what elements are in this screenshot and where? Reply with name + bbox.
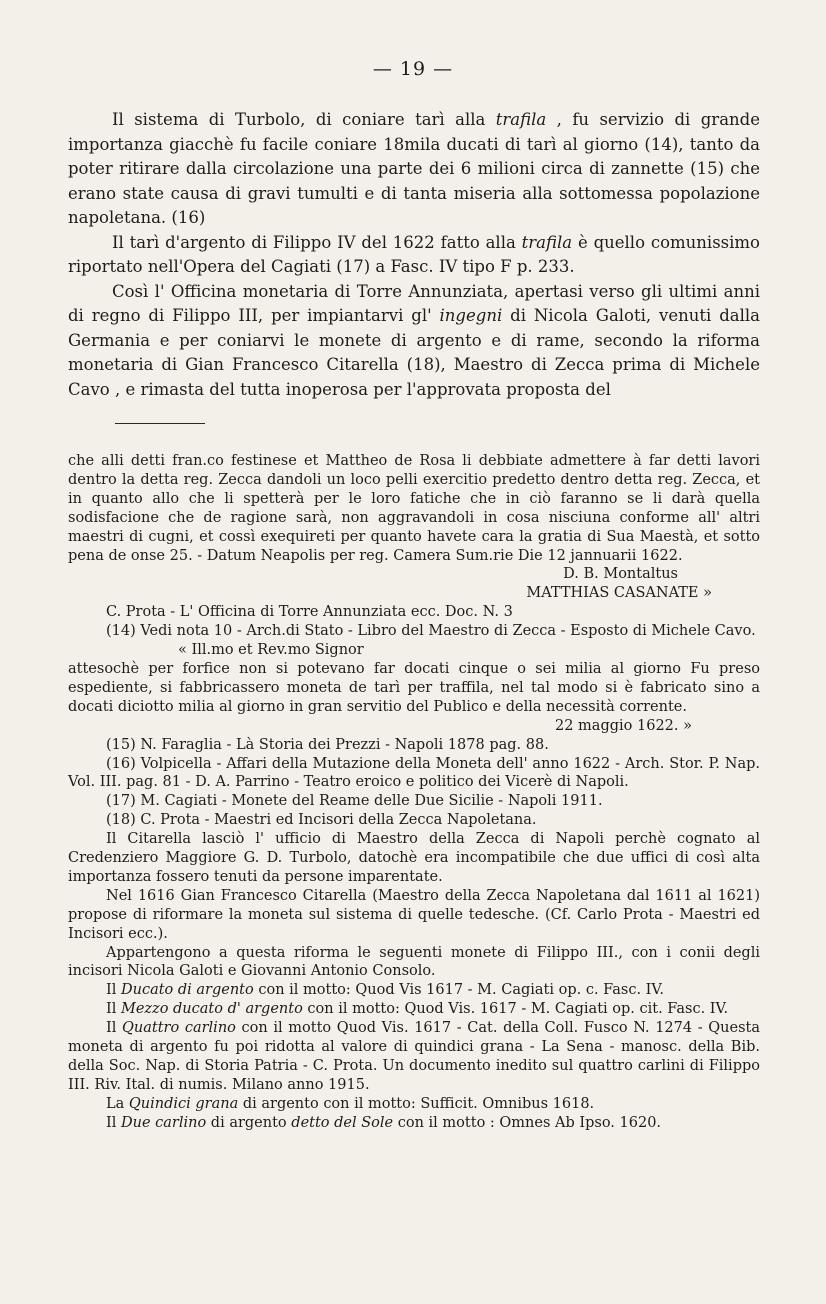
coin-mezzo-ducato (68, 1000, 760, 1019)
coin-name: Due carlino (120, 1114, 207, 1131)
footnote-separator (115, 423, 205, 424)
footnote-14: (14) Vedi nota 10 - Arch.di Stato - Libro del Maestro di Zecca - Esposto di Michele Cavo. (106, 623, 756, 640)
footnote-14-quote: attesochè per forfice non si potevano far docati cinque o sei milia al giorno Fu preso espediente, si fabbricassero moneta de tarì per traffila, nel tal modo si è fabricato sino a docati diciotto milia al giorno in gran servitio del Publico e della necessità corrente. (68, 660, 760, 715)
text-span: La (106, 1095, 129, 1112)
note-document-text: che alli detti fran.co festinese et Mattheo de Rosa li debbiate admettere à far detti lavori dentro la detta reg. Zecca dandoli un loco pelli exercitio predetto dentro detta reg. Zecca, et in quanto allo che li spetterà per le loro fatiche che in ciò faranno se li darà quella sodisfacione che de ragione sarà, non aggravandoli in cosa nisciuna conforme all' altri maestri di cugni, et cossì exequireti per quanto havete cara la gratia di Sua Maestà, et sotto pena de onse 25. - Datum Neapolis per reg. Camera Sum.rie Die 12 jannuarii 1622. (68, 453, 760, 564)
text-span: Il sistema di Turbolo, di coniare tarì alla (112, 110, 496, 129)
main-text (68, 108, 760, 402)
coin-quattro-carlino (68, 1019, 760, 1095)
text-span: , fu servizio di grande importanza giacchè fu facile coniare 18mila ducati di tarì al giorno (14), tanto da poter ritirare dalla circolazione una parte dei 6 milioni circa di zannette (15) che erano state causa di gravi tumulti e di tanta miseria alla sottomessa popolazione napoletana. (16) (68, 110, 760, 227)
footnote-18-monete: Appartengono a questa riforma le seguenti monete di Filippo III., con i conii degli incisori Nicola Galoti e Giovanni Antonio Consolo. (68, 944, 760, 980)
italic-term: trafila (521, 232, 573, 252)
coin-due-carlino (68, 1114, 760, 1133)
footnote-16: (16) Volpicella - Affari della Mutazione della Moneta dell' anno 1622 - Arch. Stor. P. Nap. Vol. III. pag. 81 - D. A. Parrino - Teatro eroico e politico dei Vicerè di Napoli. (68, 755, 760, 791)
coin-name: Quattro carlino (122, 1020, 236, 1037)
text-span: di Nicola Galoti, venuti dalla Germania e per coniarvi le monete di argento e di rame, secondo la riforma monetaria di Gian Francesco Citarella (18), Maestro di Zecca prima di Michele Cavo , e rimasta del tutta inoperosa per l'approvata proposta del (68, 306, 760, 399)
note-prota-source: C. Prota - L' Officina di Torre Annunziata ecc. Doc. N. 3 (106, 604, 513, 621)
footnotes (68, 452, 760, 1133)
italic-term: ingegni (439, 306, 503, 325)
text-span: Il (106, 1020, 123, 1037)
footnote-14-salutation: « Ill.mo et Rev.mo Signor (178, 642, 364, 659)
coin-quindici-grana (68, 1095, 760, 1114)
paragraph-tari (68, 231, 760, 280)
coin-nickname: detto del Sole (291, 1114, 394, 1131)
text-span: Il (106, 1114, 121, 1131)
coin-name: Ducato di argento (120, 982, 254, 999)
text-span: con il motto : Omnes Ab Ipso. 1620. (393, 1114, 662, 1131)
text-span: Il (106, 1001, 121, 1018)
text-span: Così l' Officina monetaria di Torre Annunziata, apertasi verso gli ultimi anni di regno di Filippo III, per impiantarvi gl' (68, 281, 760, 325)
footnote-18-riforma: Nel 1616 Gian Francesco Citarella (Maestro della Zecca Napoletana dal 1611 al 1621) propose di riformare la moneta sul sistema di quelle tedesche. (Cf. Carlo Prota - Maestri ed Incisori ecc.). (68, 887, 760, 942)
footnote-18-citarella: Il Citarella lasciò l' ufficio di Maestro della Zecca di Napoli perchè cognato al Credenziero Maggiore G. D. Turbolo, datochè era incompatibile che due uffici di così alta importanza fossero tenuti da persone imparentate. (68, 831, 760, 885)
footnote-17: (17) M. Cagiati - Monete del Reame delle Due Sicilie - Napoli 1911. (106, 793, 603, 810)
signature-casanate: MATTHIAS CASANATE » (526, 585, 712, 602)
text-span: è quello comunissimo riportato nell'Opera del Cagiati (17) a Fasc. IV tipo F p. 233. (68, 232, 760, 276)
text-span: con il motto Quod Vis. 1617 - Cat. della Coll. Fusco N. 1274 - Questa moneta di argento fu poi ridotta al valore di quindici grana - La Sena - manosc. della Bib. della Soc. Nap. di Storia Patria - C. Prota. Un documento inedito sul quattro carlini di Filippo III. Riv. Ital. di numis. Milano anno 1915. (68, 1020, 760, 1093)
text-span: Il (106, 982, 121, 999)
coin-name: Quindici grana (128, 1095, 239, 1112)
footnote-18: (18) C. Prota - Maestri ed Incisori della Zecca Napoletana. (106, 812, 537, 829)
coin-ducato (68, 981, 760, 1000)
signature-montaltus: D. B. Montaltus (563, 566, 678, 583)
footnote-14-date: 22 maggio 1622. » (555, 717, 692, 734)
text-span: Il tarì d'argento di Filippo IV del 1622 fatto alla (112, 232, 522, 252)
text-span: con il motto: Quod Vis. 1617 - M. Cagiati op. cit. Fasc. IV. (302, 1001, 729, 1018)
footnote-15: (15) N. Faraglia - Là Storia dei Prezzi - Napoli 1878 pag. 88. (106, 736, 549, 753)
text-span: di argento (206, 1114, 292, 1131)
coin-name: Mezzo ducato d' argento (120, 1001, 303, 1018)
text-span: con il motto: Quod Vis 1617 - M. Cagiati op. c. Fasc. IV. (253, 982, 664, 999)
paragraph-turbolo (68, 108, 760, 231)
paragraph-officina (68, 280, 760, 403)
page-number: — 19 — (372, 58, 454, 80)
italic-term: trafila (495, 110, 547, 129)
text-span: di argento con il motto: Sufficit. Omnibus 1618. (238, 1095, 595, 1112)
